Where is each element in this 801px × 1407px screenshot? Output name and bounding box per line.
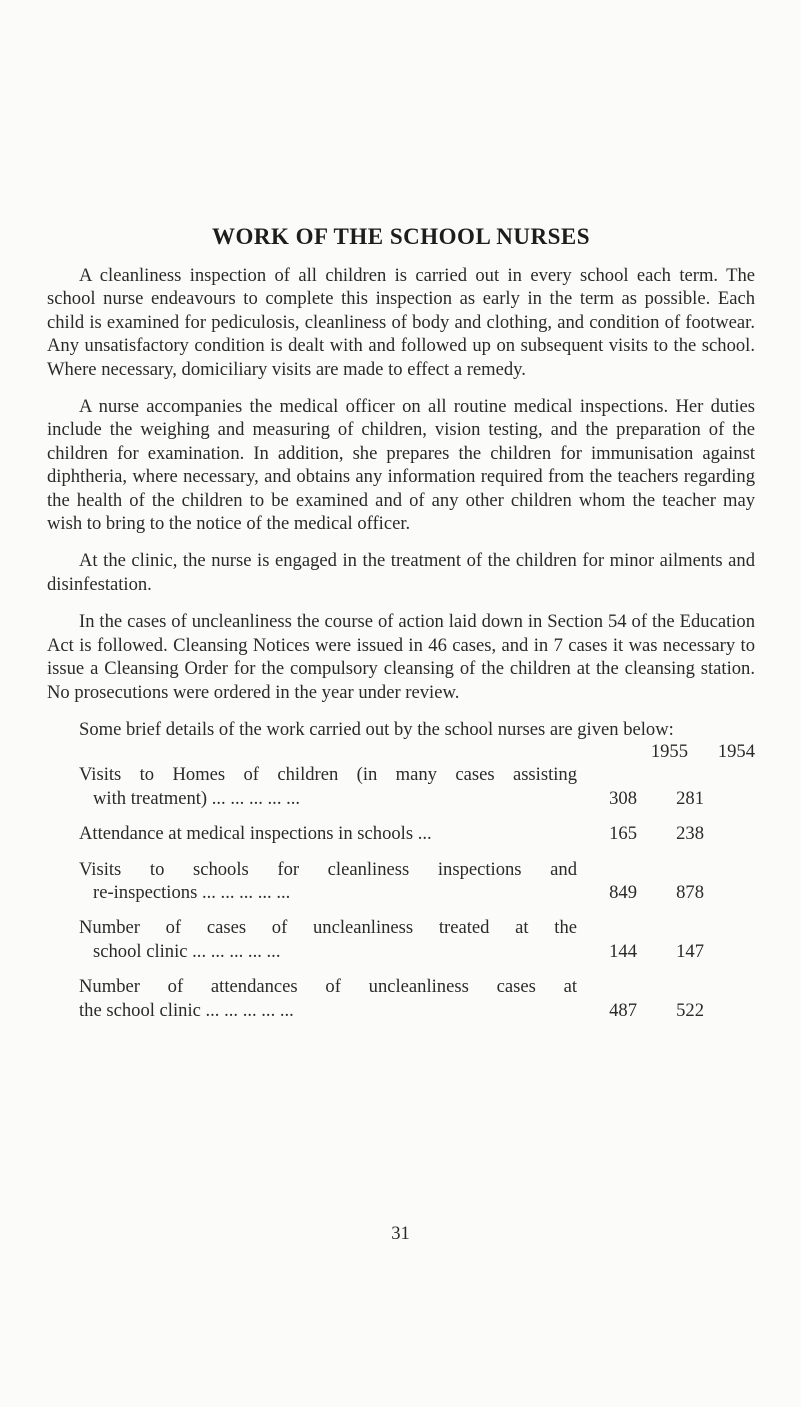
value-1955: 308 xyxy=(609,787,637,809)
row-label-line2: school clinic ... ... ... ... ... xyxy=(93,940,281,962)
paragraph-details-intro: Some brief details of the work carried out by the school nurses are given below: xyxy=(79,718,674,740)
page-content xyxy=(47,224,755,1034)
row-label-line1: Attendance at medical inspections in schools ... xyxy=(79,823,432,845)
value-1955: 144 xyxy=(609,940,637,962)
row-label xyxy=(47,858,577,905)
value-1954: 147 xyxy=(676,940,704,962)
value-1954: 238 xyxy=(676,823,704,845)
table-row xyxy=(47,822,755,845)
row-label-line1: Visits to Homes of children (in many cases assisting xyxy=(79,764,577,786)
paragraph-cleanliness-inspection: A cleanliness inspection of all children is carried out in every school each term. The school nurse endeavours to complete this inspection as early in the term as possible. Each child is examined for pediculosis, cleanliness of body and clothing, and condition of footwear. Any unsatisfactory condition is dealt with and followed up on subsequent visits to the school. Where necessary, domiciliary visits are made to effect a remedy. xyxy=(47,265,755,380)
row-label xyxy=(47,822,577,845)
row-label-line1: Number of attendances of uncleanliness cases at xyxy=(79,976,577,998)
page-number: 31 xyxy=(391,1223,410,1244)
table-row xyxy=(47,916,755,963)
table-header xyxy=(47,741,755,763)
row-label-line1: Visits to schools for cleanliness inspections and xyxy=(79,858,577,880)
table-row xyxy=(47,975,755,1022)
year-header-1954: 1954 xyxy=(717,741,755,763)
row-label xyxy=(47,975,577,1022)
year-header-1955: 1955 xyxy=(650,741,688,763)
table-row xyxy=(47,858,755,905)
value-1954: 878 xyxy=(676,881,704,903)
row-label-line1: Number of cases of uncleanliness treated at the xyxy=(79,917,577,939)
value-1954: 281 xyxy=(676,787,704,809)
value-1955: 849 xyxy=(609,881,637,903)
table-row xyxy=(47,763,755,810)
value-1955: 165 xyxy=(609,823,637,845)
paragraph-medical-inspections: A nurse accompanies the medical officer on all routine medical inspections. Her duties include the weighing and measuring of children, vision testing, and the preparation of the children for examination. In addition, she prepares the children for immunisation against diphtheria, where necessary, and obtains any information required from the teachers regarding the health of the children to be examined and of any other children whom the teacher may wish to bring to the notice of the medical officer. xyxy=(47,396,755,535)
row-label-line2: re-inspections ... ... ... ... ... xyxy=(93,881,291,903)
page-title: WORK OF THE SCHOOL NURSES xyxy=(211,224,591,249)
paragraph-clinic: At the clinic, the nurse is engaged in the treatment of the children for minor ailments and disinfestation. xyxy=(47,550,755,595)
row-label-line2: the school clinic ... ... ... ... ... xyxy=(79,999,294,1021)
value-1955: 487 xyxy=(609,999,637,1021)
row-label xyxy=(47,763,577,810)
row-label-line2: with treatment) ... ... ... ... ... xyxy=(93,787,301,809)
value-1954: 522 xyxy=(676,999,704,1021)
statistics-table xyxy=(47,741,755,1022)
row-label xyxy=(47,916,577,963)
paragraph-uncleanliness: In the cases of uncleanliness the course of action laid down in Section 54 of the Education Act is followed. Cleansing Notices were issued in 46 cases, and in 7 cases it was necessary to issue a Cleansing Order for the compulsory cleansing of the children at the cleansing station. No prosecutions were ordered in the year under review. xyxy=(47,611,755,703)
